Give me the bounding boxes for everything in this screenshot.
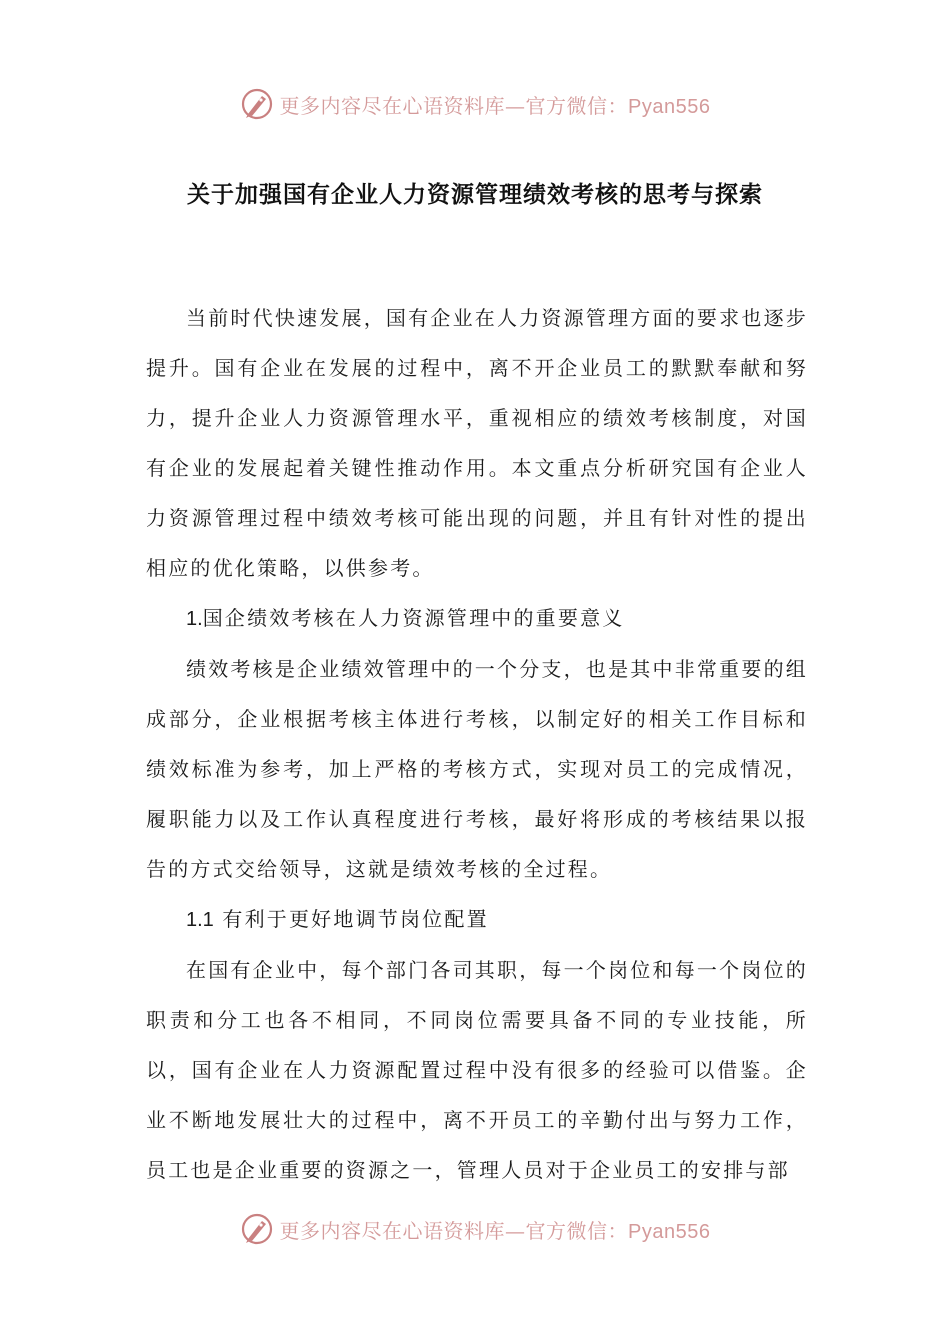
header-banner	[0, 84, 950, 124]
paragraph: 在国有企业中，每个部门各司其职，每一个岗位和每一个岗位的职责和分工也各不相同，不同岗位需要具备不同的专业技能，所以，国有企业在人力资源配置过程中没有很多的经验可以借鉴。企业不断地发展壮大的过程中，离不开员工的辛勤付出与努力工作，员工也是企业重要的资源之一，管理人员对于企业员工的安排与部	[146, 958, 808, 1182]
paragraph: 当前时代快速发展，国有企业在人力资源管理方面的要求也逐步提升。国有企业在发展的过程中，离不开企业员工的默默奉献和努力，提升企业人力资源管理水平，重视相应的绩效考核制度，对国有企业的发展起着关键性推动作用。本文重点分析研究国有企业人力资源管理过程中绩效考核可能出现的问题，并且有针对性的提出相应的优化策略，以供参考。	[146, 306, 808, 580]
banner-text: 更多内容尽在心语资料库—官方微信：Pyan556	[279, 1218, 711, 1243]
banner-text: 更多内容尽在心语资料库—官方微信：Pyan556	[279, 93, 711, 118]
wechat-id: Pyan556	[628, 1220, 711, 1243]
pen-nib-logo-icon	[240, 1212, 274, 1246]
subsection-heading: 1.1 有利于更好地调节岗位配置	[186, 907, 489, 931]
section-heading: 1.国企绩效考核在人力资源管理中的重要意义	[186, 606, 625, 630]
pen-nib-logo-icon	[240, 87, 274, 121]
wechat-id: Pyan556	[628, 95, 711, 118]
document-title: 关于加强国有企业人力资源管理绩效考核的思考与探索	[187, 182, 763, 208]
paragraph: 绩效考核是企业绩效管理中的一个分支，也是其中非常重要的组成部分，企业根据考核主体进行考核，以制定好的相关工作目标和绩效标准为参考，加上严格的考核方式，实现对员工的完成情况，履职能力以及工作认真程度进行考核，最好将形成的考核结果以报告的方式交给领导，这就是绩效考核的全过程。	[146, 657, 808, 881]
document-body	[146, 293, 808, 1195]
footer-banner	[0, 1209, 950, 1249]
